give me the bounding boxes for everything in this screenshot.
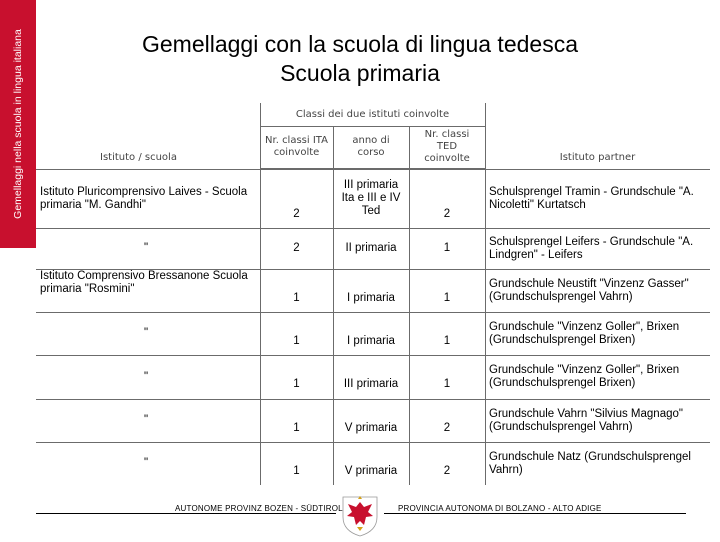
row7-anno: V primaria	[344, 465, 398, 477]
row3-nr-ted: 1	[443, 292, 451, 304]
row6-istituto: "	[144, 414, 149, 426]
row1-istituto: Istituto Pluricomprensivo Laives - Scuola primaria "M. Gandhi"	[40, 185, 248, 211]
eagle-emblem-icon	[341, 493, 379, 537]
row4-nr-ita: 1	[293, 335, 300, 347]
row6-partner: Grundschule Vahrn "Silvius Magnago"(Grundschulsprengel Vahrn)	[489, 407, 683, 433]
row4-anno: I primaria	[347, 335, 395, 347]
twinning-table	[36, 103, 710, 485]
row7-istituto: "	[144, 457, 149, 469]
footer-divider-right	[384, 513, 686, 514]
row6-nr-ted: 2	[443, 422, 451, 434]
row7-nr-ita: 1	[293, 465, 300, 477]
row7-nr-ted: 2	[443, 465, 451, 477]
page-subtitle: Scuola primaria	[280, 60, 440, 86]
row3-nr-ita: 1	[293, 292, 300, 304]
row5-anno: III primaria	[343, 378, 399, 390]
header-nr-ita: Nr. classi ITA coinvolte	[265, 135, 328, 158]
row2-nr-ita: 2	[293, 242, 300, 254]
row3-partner: Grundschule Neustift "Vinzenz Gasser"(Grundschulsprengel Vahrn)	[489, 277, 689, 303]
row3-istituto: Istituto Comprensivo Bressanone Scuola primaria "Rosmini"	[40, 270, 248, 295]
row5-nr-ted: 1	[443, 378, 451, 390]
row1-partner: Schulsprengel Tramin - Grundschule "A. Nicoletti" Kurtatsch	[489, 185, 694, 211]
row1-anno: III primaria Ita e III e IV Ted	[341, 179, 401, 217]
row5-nr-ita: 1	[293, 378, 300, 390]
row1-nr-ita: 2	[293, 208, 300, 220]
classes-group-header: Classi dei due istituti coinvolte	[295, 108, 450, 120]
row6-anno: V primaria	[344, 422, 398, 434]
page-title: Gemellaggi con la scuola di lingua tedesca	[142, 31, 578, 57]
header-partner: Istituto partner	[559, 152, 636, 163]
row6-nr-ita: 1	[293, 422, 300, 434]
footer-divider-left	[36, 513, 336, 514]
footer-label-de: AUTONOME PROVINZ BOZEN - SÜDTIROL	[175, 504, 343, 513]
row2-anno: II primaria	[345, 242, 397, 254]
footer-label-it: PROVINCIA AUTONOMA DI BOLZANO - ALTO ADIGE	[398, 504, 602, 513]
row4-nr-ted: 1	[443, 335, 451, 347]
sidebar-label: Gemellaggi nella scuola in lingua italiana	[12, 29, 24, 219]
row5-partner: Grundschule "Vinzenz Goller", Brixen (Grundschulsprengel Brixen)	[489, 364, 680, 389]
row5-istituto: "	[144, 370, 149, 383]
row2-istituto: "	[144, 242, 149, 254]
row7-partner: Grundschule Natz (Grundschulsprengel Vahrn)	[489, 450, 691, 476]
row3-anno: I primaria	[347, 292, 395, 304]
header-anno: anno di corso	[352, 135, 390, 158]
row4-partner: Grundschule "Vinzenz Goller", Brixen (Grundschulsprengel Brixen)	[489, 320, 680, 346]
row1-nr-ted: 2	[443, 208, 451, 220]
row2-nr-ted: 1	[443, 242, 451, 254]
sidebar-banner	[0, 0, 36, 248]
row4-istituto: "	[144, 327, 149, 339]
header-istituto: Istituto / scuola	[100, 152, 177, 163]
header-nr-ted: Nr. classi TED coinvolte	[424, 129, 470, 164]
row2-partner: Schulsprengel Leifers - Grundschule "A. Lindgren" - Leifers	[489, 235, 694, 261]
